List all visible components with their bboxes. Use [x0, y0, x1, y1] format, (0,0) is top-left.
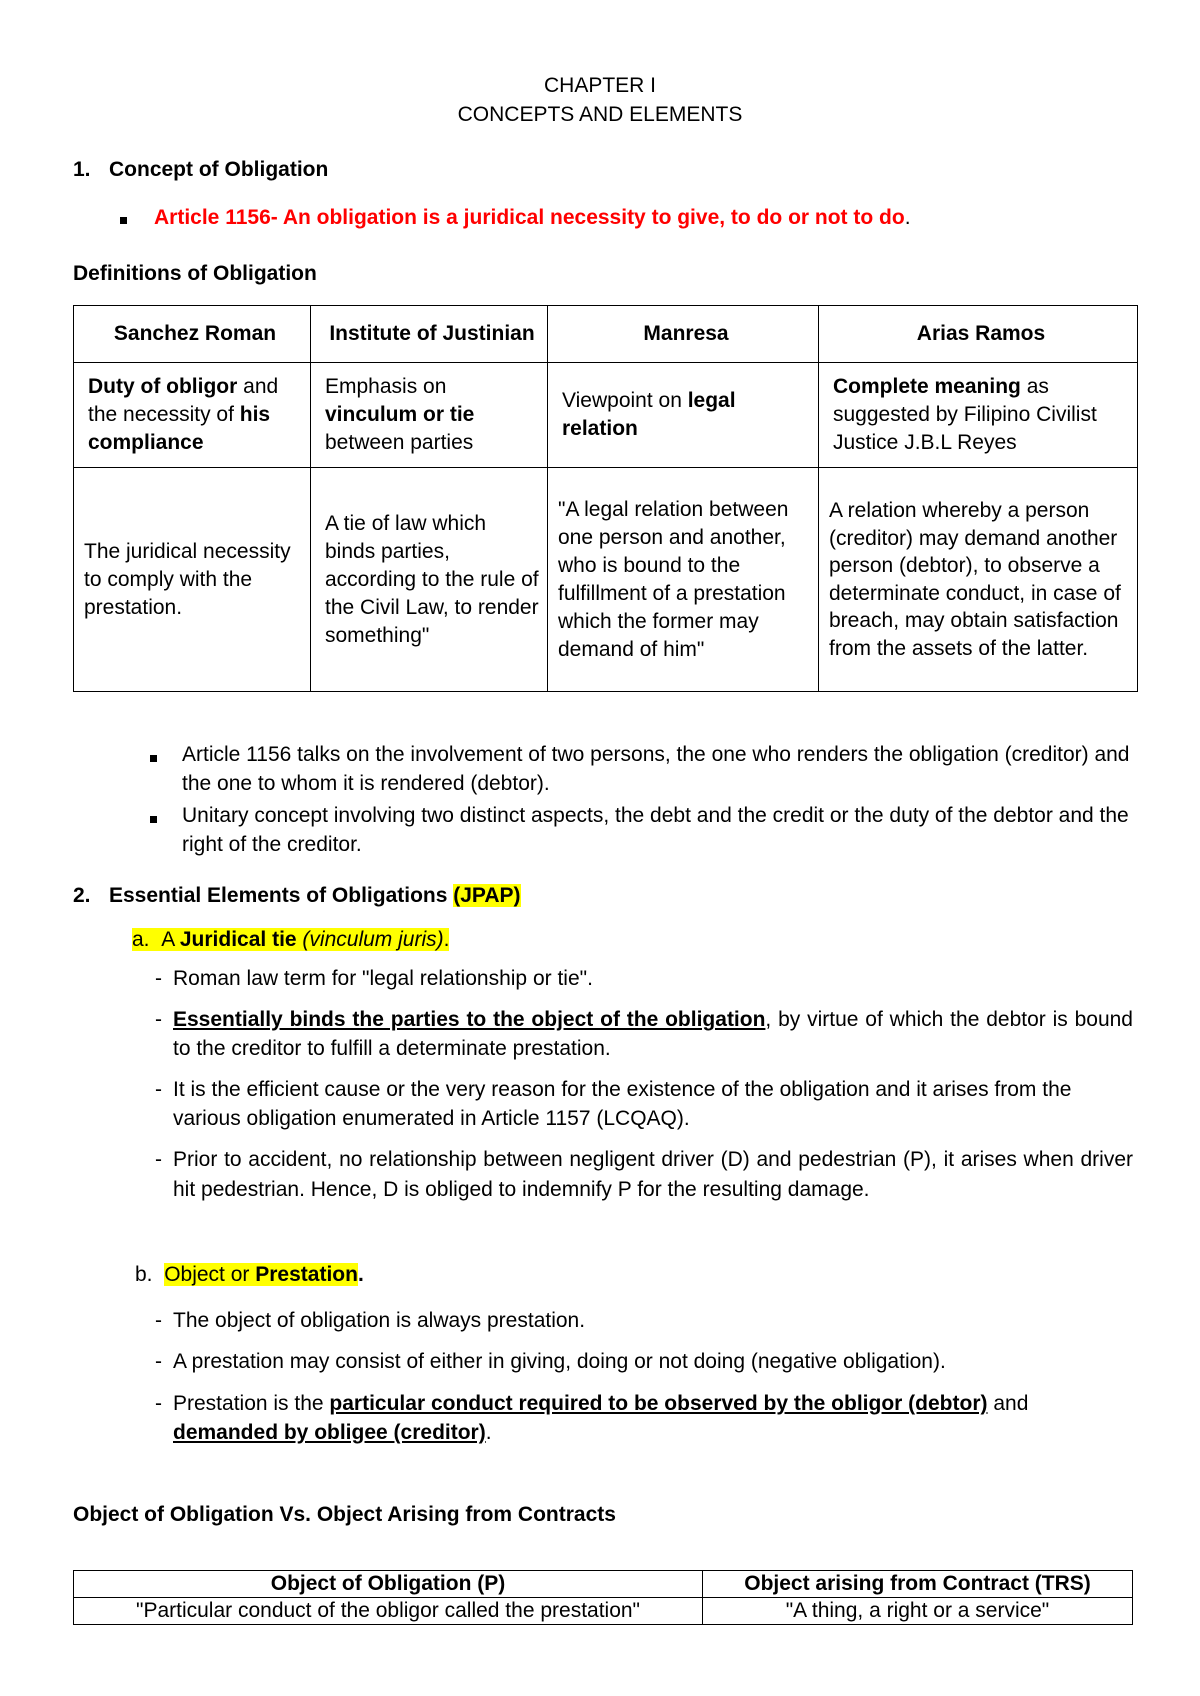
col-header-object-from-contract: Object arising from Contract (TRS) [703, 1571, 1133, 1598]
jpap-acronym: (JPAP) [453, 884, 521, 907]
col-header-manresa: Manresa [548, 306, 819, 363]
section-2-heading: Essential Elements of Obligations (JPAP) [109, 884, 521, 907]
definitions-emphasis-row [74, 363, 1138, 468]
cell-justinian-definition: A tie of law which binds parties, according to the rule of the Civil Law, to render something" [311, 468, 548, 692]
col-header-object-of-obligation: Object of Obligation (P) [74, 1571, 703, 1598]
dash-bullet: - [155, 1008, 162, 1031]
cell-justinian-emphasis: Emphasis on vinculum or tie between parties [311, 363, 548, 468]
element-a-item: Essentially binds the parties to the object of the obligation, by virtue of which the debtor is bound to the creditor to fulfill a determinate prestation. [173, 1008, 1133, 1060]
definitions-text-row [74, 468, 1138, 692]
bullet-item: Article 1156 talks on the involvement of two persons, the one who renders the obligation (creditor) and the one to whom it is rendered (debtor). [182, 743, 1130, 795]
comparison-heading: Object of Obligation Vs. Object Arising from Contracts [73, 1503, 616, 1526]
article-1156-definition [154, 203, 911, 232]
dash-bullet: - [155, 967, 162, 990]
article-text: - An obligation is a juridical necessity to give, to do or not to do [270, 206, 905, 229]
cell-sanchez-roman-definition: The juridical necessity to comply with the prestation. [74, 468, 311, 692]
bullet-square-icon [120, 214, 127, 232]
definitions-header-row [74, 306, 1138, 363]
element-a-item: It is the efficient cause or the very reason for the existence of the obligation and it arises from the various obligation enumerated in Article 1157 (LCQAQ). [173, 1078, 1072, 1130]
dash-bullet: - [155, 1350, 162, 1373]
dash-bullet: - [155, 1392, 162, 1415]
col-header-institute-of-justinian: Institute of Justinian [311, 306, 548, 363]
dash-bullet: - [155, 1148, 162, 1171]
section-1-number: 1. [73, 158, 91, 181]
cell-object-from-contract: "A thing, a right or a service" [703, 1598, 1133, 1625]
col-header-arias-ramos: Arias Ramos [819, 306, 1138, 363]
element-b-heading: b. Object or Prestation. [135, 1263, 364, 1286]
comparison-header-row [74, 1571, 1133, 1598]
article-end: . [904, 206, 911, 229]
cell-object-of-obligation: "Particular conduct of the obligor called the prestation" [74, 1598, 703, 1625]
chapter-title: CONCEPTS AND ELEMENTS [457, 103, 743, 126]
article-lead: Article 1156 [154, 206, 271, 229]
definitions-heading: Definitions of Obligation [73, 262, 317, 285]
element-a-item: Roman law term for "legal relationship or tie". [173, 967, 593, 990]
element-a-item: Prior to accident, no relationship between negligent driver (D) and pedestrian (P), it arises when driver hit pedestrian. Hence, D is obliged to indemnify P for the resulting damage. [173, 1148, 1133, 1201]
element-b-item: The object of obligation is always prestation. [173, 1309, 586, 1332]
dash-bullet: - [155, 1078, 162, 1101]
cell-manresa-definition: "A legal relation between one person and another, who is bound to the fulfillment of a prestation which the former may demand of him" [548, 468, 819, 692]
bullet-square-icon [150, 752, 157, 770]
dash-bullet: - [155, 1309, 162, 1332]
definitions-table [73, 305, 1138, 692]
cell-manresa-emphasis: Viewpoint on legal relation [548, 363, 819, 468]
cell-arias-ramos-emphasis: Complete meaning as suggested by Filipino Civilist Justice J.B.L Reyes [819, 363, 1138, 468]
cell-sanchez-roman-emphasis: Duty of obligor and the necessity of his compliance [74, 363, 311, 468]
bullet-item: Unitary concept involving two distinct aspects, the debt and the credit or the duty of the debtor and the right of the creditor. [182, 804, 1129, 856]
chapter-label: CHAPTER I [543, 74, 656, 97]
element-b-item: A prestation may consist of either in giving, doing or not doing (negative obligation). [173, 1350, 946, 1373]
section-2-number: 2. [73, 884, 91, 907]
comparison-table [73, 1570, 1133, 1625]
comparison-row [74, 1598, 1133, 1625]
cell-arias-ramos-definition: A relation whereby a person (creditor) may demand another person (debtor), to observe a determinate conduct, in case of breach, may obtain satisfaction from the assets of the latter. [819, 468, 1138, 692]
element-a-heading: a. A Juridical tie (vinculum juris). [132, 928, 450, 951]
element-b-item: Prestation is the particular conduct required to be observed by the obligor (debtor) and demanded by obligee (creditor). [173, 1392, 1029, 1444]
col-header-sanchez-roman: Sanchez Roman [74, 306, 311, 363]
section-1-heading: Concept of Obligation [109, 158, 329, 181]
bullet-square-icon [150, 813, 157, 831]
